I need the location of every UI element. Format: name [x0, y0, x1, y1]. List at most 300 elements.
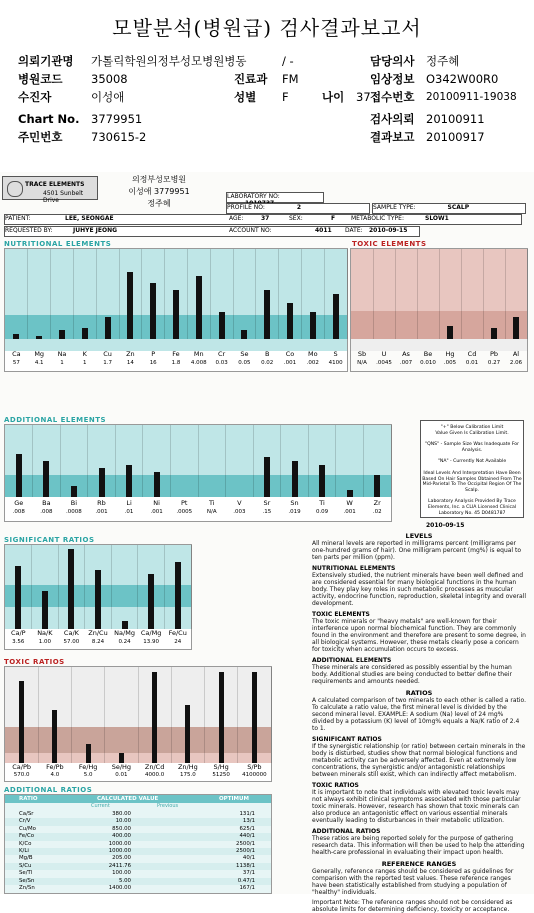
bar-value: .005 [443, 360, 457, 366]
bar-label: Hg [445, 350, 455, 358]
header-label: 검사의뢰 [370, 112, 415, 126]
grid-line [347, 249, 348, 339]
grid-line [237, 667, 238, 763]
bar-label: Fe/Cu [168, 629, 187, 637]
note-heading: NUTRITIONAL ELEMENTS [312, 565, 396, 572]
note-heading: REFERENCE RANGES [381, 860, 457, 868]
bar-value: N/A [357, 360, 367, 366]
note-heading: TOXIC RATIOS [312, 782, 359, 789]
bar-label: Se [240, 350, 249, 358]
header-value: O342W00R0 [426, 72, 499, 86]
bar-ca-mg [148, 574, 154, 629]
requested-row [4, 226, 420, 237]
ratio-optimum: 0.47/1 [237, 877, 255, 884]
bar-value: .007 [399, 360, 413, 366]
bar-na [59, 330, 65, 339]
grid-line [278, 249, 279, 339]
bar-al [513, 317, 519, 340]
ratio-name: Ca/Sr [19, 811, 34, 817]
grid-line [138, 667, 139, 763]
sample-box [372, 203, 526, 214]
account-no: 4011 [315, 227, 332, 234]
bar-value: 4.008 [190, 360, 207, 366]
bar-label: Zn [126, 350, 135, 358]
grid-line [255, 249, 256, 339]
bar-label: Ca [12, 350, 21, 358]
sample-label: SAMPLE TYPE: [373, 204, 416, 211]
header-label: 임상정보 [370, 72, 415, 86]
bar-zn [127, 272, 133, 340]
bar-label: Sn [290, 499, 299, 507]
note-heading: RATIOS [405, 689, 433, 697]
col-ratio: RATIO [19, 796, 38, 802]
ratio-name: K/Li [19, 848, 29, 854]
bar-se [241, 330, 247, 339]
ratio-optimum: 37/1 [242, 870, 255, 877]
bar-label: Al [512, 350, 520, 358]
sample-type: SCALP [447, 204, 470, 211]
header-label: 의뢰기관명 [18, 54, 74, 68]
nutritional-title: NUTRITIONAL ELEMENTS [4, 240, 112, 248]
bar-value: .02 [372, 509, 382, 515]
bar-label: Pt [180, 499, 188, 507]
bar-value: 0.02 [261, 360, 274, 366]
header-value: F [282, 90, 289, 104]
header-value: 이성애 [91, 90, 125, 104]
bar-label: P [151, 350, 156, 358]
grid-line [71, 667, 72, 763]
ratio-current: 2411.76 [108, 862, 131, 869]
toxic-ratios-title: TOXIC RATIOS [4, 658, 65, 666]
grid-line [50, 249, 51, 339]
bar-value: 14 [126, 360, 134, 366]
bar-se-hg [119, 753, 124, 763]
bar-label: Ca/P [10, 629, 26, 637]
profile-label: PROFILE NO: [227, 204, 265, 211]
ratio-optimum: 1138/1 [236, 862, 255, 869]
bar-label: Na/K [37, 629, 53, 637]
note-heading: TOXIC ELEMENTS [312, 611, 370, 618]
header-value: 730615-2 [91, 130, 147, 144]
grid-line [198, 425, 199, 497]
grid-line [233, 249, 234, 339]
grid-line [119, 249, 120, 339]
stamp-line: 정주혜 [147, 199, 171, 208]
note-line: "+" Below Calibration Limit [440, 425, 504, 430]
grid-line [164, 545, 165, 629]
bar-label: Se/Hg [111, 763, 132, 771]
ratio-name: Mg/B [19, 855, 33, 862]
bar-value: .001 [343, 509, 356, 515]
ratio-name: Fe/Co [19, 833, 35, 840]
ratio-current: 1000.00 [108, 848, 131, 854]
add-ratios-table [4, 794, 272, 894]
add-ratios-title: ADDITIONAL RATIOS [4, 786, 93, 794]
lab-no-box [226, 192, 324, 203]
col-current: Current [91, 803, 110, 809]
bar-value: 0.05 [238, 360, 251, 366]
patient-name: LEE, SEONGAE [65, 215, 114, 222]
bar-label: Cd [467, 350, 477, 358]
bar-label: Sb [357, 350, 367, 358]
bar-label: Cr [217, 350, 226, 358]
bar-ca-pb [19, 681, 24, 763]
bar-value: .15 [262, 509, 272, 515]
bar-value: 0.03 [215, 360, 228, 366]
header-label: 병원코드 [18, 72, 63, 86]
notes-column [312, 532, 527, 913]
note-heading: ADDITIONAL RATIOS [312, 828, 381, 835]
bar-label: Ni [153, 499, 160, 507]
nutritional-chart [4, 248, 348, 372]
age-value: 37 [261, 215, 270, 222]
grid-line [191, 545, 192, 629]
requested-by: JUHYE JEONG [73, 227, 118, 234]
bar-label: Ca/K [63, 629, 79, 637]
bar-label: Sr [263, 499, 271, 507]
bar-value: 0.010 [420, 360, 436, 366]
ratio-optimum: 2500/1 [236, 840, 255, 847]
ratio-optimum: 13/1 [242, 818, 255, 825]
requested-label: REQUESTED BY: [5, 227, 53, 234]
bar-value: 8.24 [91, 639, 105, 645]
patient-label: PATIENT: [5, 215, 31, 222]
bar-value: .0045 [376, 360, 392, 366]
bar-area [5, 545, 191, 629]
grid-line [170, 425, 171, 497]
metabolic-label: METABOLIC TYPE: [351, 215, 404, 222]
ratio-current: 1000.00 [108, 840, 131, 847]
bar-s-pb [252, 672, 257, 763]
bar-value: 1 [60, 360, 64, 366]
bar-label: Be [423, 350, 433, 358]
note-text: Extensively studied, the nutrient minerals have been well defined and are considered essential for many biological functions in the human body. They play key roles in such metabolic processes as muscular activity, endocrine function, reproduction, skeletal integrity and overall development. [312, 572, 527, 607]
note-line: "QNS" - Sample Size Was Inadequate For Analysis. [425, 442, 519, 453]
sig-ratios-chart [4, 544, 192, 650]
bar-bi [71, 486, 77, 497]
bar-sr [264, 457, 270, 497]
bar-ca [13, 334, 19, 339]
note-text: These minerals are considered as possibly essential by the human body. Additional studies are being conducted to better define their requirements and amounts needed. [312, 664, 512, 685]
header-label: 담당의사 [370, 54, 415, 68]
ratio-current: 400.00 [112, 833, 131, 840]
bar-value: 570.0 [13, 772, 30, 778]
note-heading: SIGNIFICANT RATIOS [312, 736, 382, 743]
grid-line [204, 667, 205, 763]
grid-line [104, 667, 105, 763]
note-line: Ideal Levels And Interpretation Have Been Based On Hair Samples Obtained From The Mid-Parietal To The Occipital Region Of The Scalp. [422, 470, 522, 493]
table-row [5, 855, 271, 862]
grid-line [395, 249, 396, 339]
table-row [5, 863, 271, 870]
bar-label: Na/Mg [114, 629, 135, 637]
report-sheet [0, 172, 534, 913]
bar-fe-cu [175, 562, 181, 629]
ratio-current: 10.00 [115, 818, 131, 825]
grid-line [373, 249, 374, 339]
bar-label: K [82, 350, 87, 358]
note-text: The toxic minerals or "heavy metals" are well-known for their interference upon normal biochemical function. They are commonly found in the environment and therefore are present to some degree, in all biological systems. However, these metals clearly pose a concern for toxicity when accumulation occurs to excess. [312, 618, 526, 653]
lab-box-date: 2010-09-15 [426, 522, 465, 529]
grid-line [87, 425, 88, 497]
ratio-optimum: 440/1 [239, 833, 255, 840]
grid-line [280, 425, 281, 497]
grid-line [31, 545, 32, 629]
table-row [5, 848, 271, 855]
profile-no: 2 [296, 204, 302, 211]
grid-line [96, 249, 97, 339]
bar-value: 0.01 [465, 360, 479, 366]
grid-line [324, 249, 325, 339]
bar-label: Li [126, 499, 132, 507]
grid-line [73, 249, 74, 339]
grid-line [60, 425, 61, 497]
bar-label: Ba [42, 499, 51, 507]
lab-address: 4501 Sunbelt Drive [43, 190, 84, 204]
header-value: 20100911 [426, 112, 485, 126]
header-label: 결과보고 [370, 130, 415, 144]
table-row [5, 885, 271, 892]
grid-line [271, 667, 272, 763]
bar-area [5, 667, 271, 763]
ratio-optimum: 2500/1 [236, 848, 255, 854]
bar-fe-pb [52, 710, 57, 763]
bar-value: .002 [306, 360, 319, 366]
bar-value: .01 [124, 509, 134, 515]
bar-cr [219, 312, 225, 339]
bar-area [5, 249, 347, 349]
header-label: 주민번호 [18, 130, 63, 144]
stamp-line: 이성애 3779951 [128, 187, 190, 196]
bar-value: .0005 [176, 509, 193, 515]
header-value: 20100911-19038 [426, 91, 517, 103]
bar-value: 0.27 [487, 360, 501, 366]
grid-line [253, 425, 254, 497]
bar-fe-hg [86, 744, 91, 763]
bar-ba [43, 461, 49, 497]
bar-value: 1.00 [38, 639, 51, 645]
bar-label: S/Pb [247, 763, 262, 771]
sex-value: F [331, 215, 336, 222]
ratio-optimum: 625/1 [239, 825, 255, 832]
grid-line [38, 667, 39, 763]
note-heading: LEVELS [405, 532, 433, 540]
bar-label: Mo [307, 350, 318, 358]
metabolic-value: SLOW1 [425, 215, 449, 222]
bar-area [5, 425, 391, 501]
bar-label: Fe/Hg [78, 763, 98, 771]
bar-value: 0.24 [118, 639, 131, 645]
bar-label: Rb [97, 499, 106, 507]
lab-no-label: LABORATORY NO: [227, 193, 280, 200]
bar-value: 4100000 [242, 772, 267, 778]
grid-line [461, 249, 462, 339]
bar-label: Zn/Cu [88, 629, 108, 637]
ratio-name: Se/Sn [19, 877, 35, 884]
bar-mo [310, 312, 316, 339]
bar-value: 16 [149, 360, 157, 366]
bar-pb [491, 328, 497, 339]
header-value: 37 [356, 90, 371, 104]
ratio-name: Se/Tl [19, 870, 33, 877]
bar-mn [196, 276, 202, 339]
bar-value: .008 [12, 509, 25, 515]
bar-value: 57 [12, 360, 20, 366]
grid-line [527, 249, 528, 339]
bar-label: Cu [103, 350, 112, 358]
table-row [5, 878, 271, 885]
bar-ni [154, 472, 160, 497]
bar-value: 1.7 [103, 360, 112, 366]
header-value: 35008 [91, 72, 128, 86]
grid-line [483, 249, 484, 339]
bar-value: 5.0 [83, 772, 93, 778]
bar-value: 4000.0 [145, 772, 165, 778]
ratio-current: 1400.00 [108, 885, 131, 891]
header-label: 진료과 [234, 72, 268, 86]
report-date: 2010-09-15 [369, 227, 408, 234]
bar-label: Mn [193, 350, 204, 358]
ratio-name: Cr/V [19, 818, 31, 825]
profile-box [226, 203, 370, 214]
header-value: / - [282, 54, 294, 68]
header-label: 접수번호 [370, 90, 415, 104]
globe-icon [7, 181, 23, 197]
header-label: 나이 [322, 90, 345, 104]
bar-zn-cd [152, 672, 157, 763]
bar-value: 4.1 [34, 360, 44, 366]
header-value: FM [282, 72, 299, 86]
ratio-current: 5.00 [118, 877, 131, 884]
bar-hg [447, 326, 453, 340]
bar-p [150, 283, 156, 339]
table-row [5, 841, 271, 848]
bar-label: B [264, 350, 270, 358]
bar-value: .001 [95, 509, 108, 515]
ratio-optimum: 167/1 [239, 885, 255, 891]
bar-li [126, 465, 132, 497]
note-text: Important Note: The reference ranges should not be considered as absolute limits for determining deficiency, toxicity or acceptance. [312, 899, 513, 913]
bar-value: .0008 [66, 509, 82, 515]
ratio-optimum: 131/1 [239, 811, 255, 817]
note-text: Generally, reference ranges should be considered as guidelines for comparison with the reported test values. These reference ranges have been statistically established from studying a population of "healthy" individuals. [312, 868, 514, 896]
ratio-name: Zn/Sn [19, 885, 35, 891]
bar-value: N/A [206, 509, 217, 515]
account-label: ACCOUNT NO: [229, 227, 272, 234]
toxic-title: TOXIC ELEMENTS [352, 240, 427, 248]
grid-line [391, 425, 392, 497]
ratio-name: K/Co [19, 840, 32, 847]
table-row [5, 833, 271, 840]
additional-chart [4, 424, 392, 522]
bar-label: S [333, 350, 338, 358]
bar-s-hg [219, 672, 224, 763]
table-row [5, 818, 271, 825]
bar-ge [16, 454, 22, 497]
col-calc: CALCULATED VALUE [97, 796, 159, 802]
bar-value: 3.56 [12, 639, 25, 645]
header-label: Chart No. [18, 112, 80, 126]
bar-k [82, 328, 88, 339]
bar-value: 175.0 [180, 772, 196, 778]
bar-label: Ca/Mg [140, 629, 162, 637]
header-label: 수진자 [18, 90, 52, 104]
note-text: It is important to note that individuals with elevated toxic levels may not always exhibit clinical symptoms associated with those particular toxic minerals. However, research has shown that toxic minerals can also produce an antagonistic effect on various essential minerals eventually leading to disturbances in their metabolic utilization. [312, 789, 521, 824]
header-value: 3779951 [91, 112, 143, 126]
date-label: DATE: [345, 227, 363, 234]
header-value: 정주혜 [426, 54, 460, 68]
bar-label: Ti [208, 499, 215, 507]
bar-value: 1 [83, 360, 87, 366]
grid-line [363, 425, 364, 497]
bar-s [333, 294, 339, 339]
grid-line [27, 249, 28, 339]
bar-value: 0.09 [315, 509, 329, 515]
ratio-current: 100.00 [112, 870, 131, 877]
grid-line [417, 249, 418, 339]
bar-label: Co [285, 350, 295, 358]
sig-ratios-title: SIGNIFICANT RATIOS [4, 536, 95, 544]
bar-label: Ca/Pb [12, 763, 31, 771]
lab-name: TRACE ELEMENTS [25, 181, 85, 188]
bar-label: Zr [373, 499, 381, 507]
ratio-optimum: 40/1 [242, 855, 255, 862]
bar-value: 57.00 [63, 639, 80, 645]
bar-value: 51250 [212, 772, 230, 778]
grid-line [308, 425, 309, 497]
bar-value: 24 [174, 639, 182, 645]
bar-label: U [381, 350, 387, 358]
bar-value: .001 [150, 509, 163, 515]
table-row [5, 870, 271, 877]
note-line: Value Given Is Calibration Limit. [435, 430, 509, 436]
stamp-line: 의정부성모병원 [131, 175, 187, 184]
bar-label: V [237, 499, 242, 507]
note-text: If the synergistic relationship (or ratio) between certain minerals in the body is disturbed, studies show that normal biological functions and metabolic activity can be adversely affected. Even at extremely low concentrations, the synergistic and/or antagonistic relationships between minerals still exist, which can indirectly affect metabolism. [312, 743, 526, 778]
col-optimum: OPTIMUM [219, 796, 249, 802]
bar-value: 4.0 [50, 772, 60, 778]
grid-line [439, 249, 440, 339]
note-heading: ADDITIONAL ELEMENTS [312, 657, 392, 664]
bar-label: Fe [172, 350, 180, 358]
bar-value: .001 [283, 360, 297, 366]
note-line: "NA" - Currently Not Available [437, 459, 507, 465]
bar-co [287, 303, 293, 339]
ratio-current: 205.00 [112, 855, 131, 862]
bar-rb [99, 468, 105, 497]
grid-line [84, 545, 85, 629]
bar-label: Ge [14, 499, 24, 507]
table-row [5, 826, 271, 833]
patient-header [0, 54, 534, 150]
ratio-current: 850.00 [112, 825, 131, 832]
grid-line [137, 545, 138, 629]
bar-value: .008 [40, 509, 53, 515]
bar-w [347, 490, 353, 497]
bar-value: 1.8 [171, 360, 181, 366]
bar-value: .003 [233, 509, 246, 515]
page-title: 모발분석(병원급) 검사결과보고서 [112, 16, 422, 40]
grid-line [142, 425, 143, 497]
toxic-ratios-chart [4, 666, 272, 782]
lab-logo [2, 176, 98, 204]
bar-value: 2.06 [509, 360, 523, 366]
note-text: A calculated comparison of two minerals to each other is called a ratio. To calculate a ratio value, the first mineral level is divided by the second mineral level. EXAMPLE: A sodium (Na) level of 24 mg% divided by a potassium (K) level of 10mg% equals a Na/K ratio of 2.4 to 1. [312, 697, 527, 732]
bar-ca-k [68, 549, 74, 629]
bar-label: W [346, 499, 353, 507]
bar-mg [36, 336, 42, 339]
bar-area [351, 249, 527, 349]
